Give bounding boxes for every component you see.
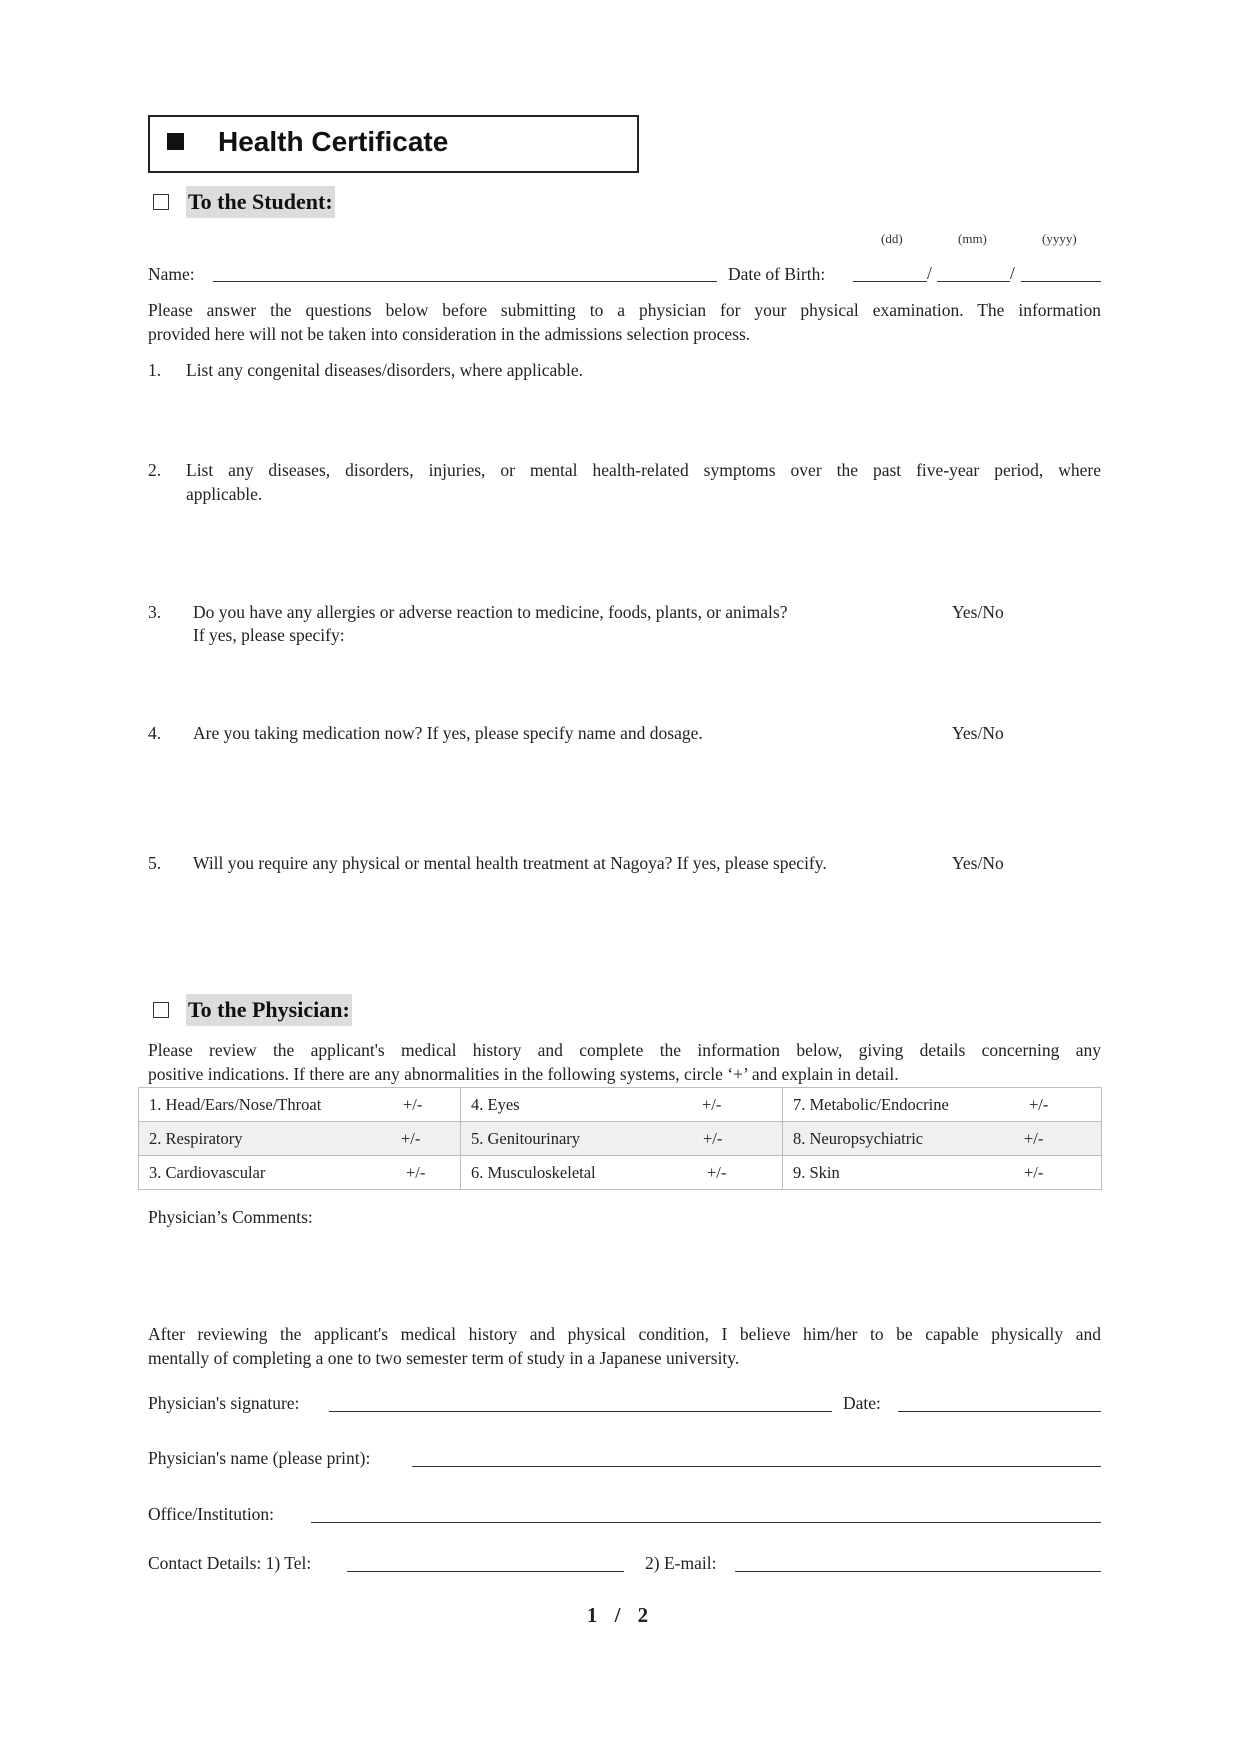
- system-label: 5. Genitourinary: [471, 1129, 581, 1148]
- system-label: 4. Eyes: [471, 1095, 520, 1114]
- system-label: 7. Metabolic/Endocrine: [793, 1095, 949, 1114]
- student-instructions-line: provided here will not be taken into consideration in the admissions selection process.: [148, 323, 751, 344]
- system-cell: [461, 1088, 783, 1122]
- system-cell: [783, 1122, 1102, 1156]
- question-text: Do you have any allergies or adverse reaction to medicine, foods, plants, or animals?: [193, 602, 788, 622]
- system-label: 3. Cardiovascular: [149, 1163, 266, 1182]
- date-field[interactable]: [898, 1411, 1101, 1412]
- dob-yyyy-label: (yyyy): [1042, 231, 1077, 246]
- date-label: Date:: [843, 1393, 881, 1413]
- email-label: 2) E-mail:: [645, 1553, 717, 1573]
- system-cell: [783, 1156, 1102, 1190]
- system-cell: [461, 1122, 783, 1156]
- dob-dd-label: (dd): [881, 231, 903, 246]
- checkbox-physician-section[interactable]: [153, 1002, 169, 1018]
- physician-statement-line: mentally of completing a one to two semester term of study in a Japanese university.: [148, 1347, 740, 1368]
- question-number: 5.: [148, 853, 162, 873]
- physician-name-label: Physician's name (please print):: [148, 1448, 371, 1468]
- checkbox-student-section[interactable]: [153, 194, 169, 210]
- yes-no-option[interactable]: Yes/No: [952, 723, 1004, 743]
- plus-minus-mark[interactable]: +/-: [1029, 1095, 1049, 1114]
- name-field[interactable]: [213, 281, 717, 282]
- question-text-line: List any diseases, disorders, injuries, or mental health-related symptoms over the past five-year period, where: [186, 460, 1101, 480]
- plus-minus-mark[interactable]: +/-: [703, 1129, 723, 1148]
- physician-name-field[interactable]: [412, 1466, 1101, 1467]
- question-text: [186, 459, 1101, 506]
- table-row: [139, 1088, 1102, 1122]
- plus-minus-mark[interactable]: +/-: [403, 1095, 423, 1114]
- dob-day-field[interactable]: [853, 281, 927, 282]
- table-row: [139, 1122, 1102, 1156]
- page-number: 1 / 2: [586, 1603, 655, 1627]
- student-instructions: [148, 299, 1101, 346]
- office-field[interactable]: [311, 1522, 1101, 1523]
- plus-minus-mark[interactable]: +/-: [702, 1095, 722, 1114]
- question-text: Are you taking medication now? If yes, please specify name and dosage.: [193, 723, 703, 743]
- yes-no-option[interactable]: Yes/No: [952, 602, 1004, 622]
- physician-comments-label: Physician’s Comments:: [148, 1207, 313, 1227]
- table-row: [139, 1156, 1102, 1190]
- question-number: 3.: [148, 602, 162, 622]
- contact-tel-label: Contact Details: 1) Tel:: [148, 1553, 312, 1573]
- system-cell: [139, 1156, 461, 1190]
- system-label: 1. Head/Ears/Nose/Throat: [149, 1095, 322, 1114]
- signature-field[interactable]: [329, 1411, 832, 1412]
- system-cell: [139, 1088, 461, 1122]
- dob-separator: /: [1010, 263, 1015, 283]
- physician-statement-line: After reviewing the applicant's medical history and physical condition, I believe him/her to be capable physically and: [148, 1324, 1101, 1344]
- tel-field[interactable]: [347, 1571, 624, 1572]
- office-label: Office/Institution:: [148, 1504, 275, 1524]
- student-instructions-line: Please answer the questions below before submitting to a physician for your physical examination. The information: [148, 300, 1101, 320]
- dob-label: Date of Birth:: [728, 264, 826, 284]
- physician-statement: [148, 1323, 1101, 1370]
- physician-section-heading: To the Physician:: [186, 994, 352, 1026]
- physician-instructions-line: Please review the applicant's medical history and complete the information below, giving details concerning any: [148, 1040, 1101, 1060]
- question-text-line: applicable.: [186, 483, 263, 504]
- question-number: 4.: [148, 723, 162, 743]
- system-label: 8. Neuropsychiatric: [793, 1129, 924, 1148]
- question-text: Will you require any physical or mental health treatment at Nagoya? If yes, please specify.: [193, 853, 827, 873]
- question-subtext: If yes, please specify:: [193, 625, 345, 645]
- physician-instructions-line: positive indications. If there are any abnormalities in the following systems, circle ‘+’ and explain in detail.: [148, 1063, 899, 1084]
- systems-table: [138, 1087, 1102, 1190]
- page-title: Health Certificate: [218, 126, 449, 157]
- student-section-heading: To the Student:: [186, 186, 335, 218]
- system-cell: [783, 1088, 1102, 1122]
- dob-year-field[interactable]: [1021, 281, 1101, 282]
- question-number: 2.: [148, 460, 162, 480]
- dob-month-field[interactable]: [937, 281, 1010, 282]
- plus-minus-mark[interactable]: +/-: [707, 1163, 727, 1182]
- system-label: 9. Skin: [793, 1163, 840, 1182]
- question-number: 1.: [148, 360, 162, 380]
- signature-label: Physician's signature:: [148, 1393, 300, 1413]
- question-text: List any congenital diseases/disorders, where applicable.: [186, 360, 584, 380]
- system-label: 2. Respiratory: [149, 1129, 243, 1148]
- plus-minus-mark[interactable]: +/-: [1024, 1163, 1044, 1182]
- system-cell: [139, 1122, 461, 1156]
- yes-no-option[interactable]: Yes/No: [952, 853, 1004, 873]
- plus-minus-mark[interactable]: +/-: [1024, 1129, 1044, 1148]
- plus-minus-mark[interactable]: +/-: [406, 1163, 426, 1182]
- physician-instructions: [148, 1039, 1101, 1086]
- dob-separator: /: [927, 263, 932, 283]
- system-cell: [461, 1156, 783, 1190]
- plus-minus-mark[interactable]: +/-: [401, 1129, 421, 1148]
- filled-square-icon: [167, 133, 184, 150]
- dob-mm-label: (mm): [958, 231, 987, 246]
- email-field[interactable]: [735, 1571, 1101, 1572]
- name-label: Name:: [148, 264, 195, 284]
- system-label: 6. Musculoskeletal: [471, 1163, 596, 1182]
